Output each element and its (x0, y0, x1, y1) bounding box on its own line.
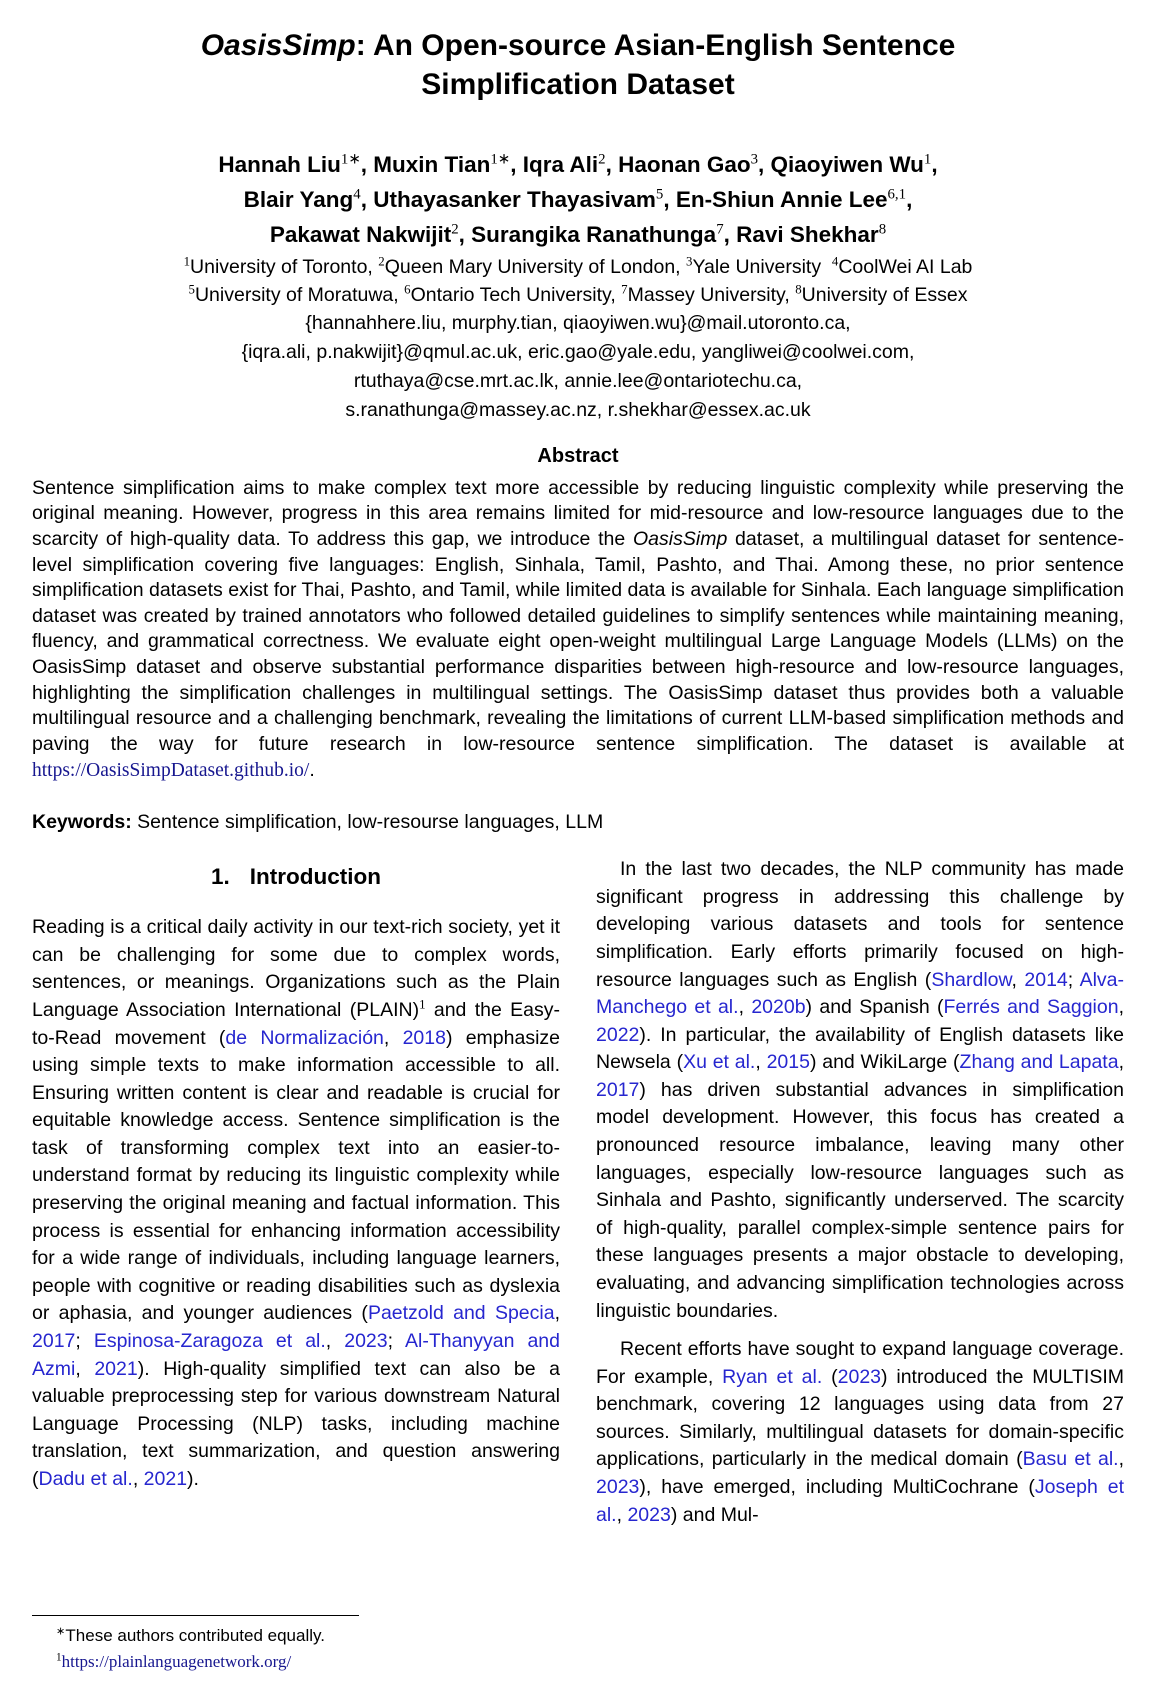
email-line: s.ranathunga@massey.ac.nz, r.shekhar@essex.ac.uk (345, 398, 811, 421)
citation-link[interactable]: 2015 (766, 1051, 810, 1074)
section-heading-introduction (32, 864, 560, 890)
footnote-plain-url: $^1$https://plainlanguagenetwork.org/ (56, 1650, 292, 1671)
citation-link[interactable]: Shardlow (931, 968, 1012, 991)
citation-link[interactable]: Paetzold and Specia (367, 1302, 555, 1325)
left-column (32, 856, 560, 1676)
email-line: {hannahhere.liu, murphy.tian, qiaoyiwen.wu}@mail.utoronto.ca, (305, 312, 851, 335)
citation-link[interactable]: Dadu et al. (38, 1467, 133, 1490)
right-paragraph-2: Recent efforts have sought to expand language coverage. For example, Ryan et al. (2023) introduced the MULTISIM benchmark, covering 12 languages using data from 27 sources. Similarly, multilingual datasets for domain-specific applications, particularly in the medical domain (Basu et al., 2023), have emerged, including MultiCochrane (Joseph et al., 2023) and Mul- (596, 1338, 1125, 1526)
intro-paragraph: Reading is a critical daily activity in our text-rich society, yet it can be challenging for some due to complex words, sentences, or meanings. Organizations such as the Plain Language Association International (PLAIN)$^1$ and the Easy-to-Read movement (de Normalización, 2018) emphasize using simple texts to make information accessible to all. Ensuring written content is clear and readable is crucial for equitable knowledge access. Sentence simplification is the task of transforming complex text into an easier-to-understand format by reducing its linguistic complexity while preserving the original meaning and factual information. This process is essential for enhancing information accessibility for a wide range of individuals, including language learners, people with cognitive or reading disabilities such as dyslexia or aphasia, and younger audiences (Paetzold and Specia, 2017; Espinosa-Zaragoza et al., 2023; Al-Thanyyan and Azmi, 2021). High-quality simplified text can also be a valuable preprocessing step for various downstream Natural Language Processing (NLP) tasks, including machine translation, text summarization, and question answering (Dadu et al., 2021). (32, 916, 560, 1490)
citation-link[interactable]: 2023 (596, 1476, 640, 1498)
citation-link[interactable]: 2022 (596, 1023, 640, 1046)
citation-link[interactable]: Ferrés and Saggion (943, 996, 1119, 1019)
right-column (596, 856, 1124, 1676)
citation-link[interactable]: Xu et al. (683, 1051, 756, 1074)
url-link[interactable]: https://OasisSimpDataset.github.io/ (32, 759, 310, 781)
keywords-label: Keywords: (32, 811, 132, 834)
footnote-divider (32, 1615, 359, 1616)
citation-link[interactable]: Alva-Manchego et al. (596, 968, 1125, 1019)
abstract-heading: Abstract (537, 444, 619, 467)
citation-link[interactable]: 2017 (32, 1329, 76, 1352)
email-line: {iqra.ali, p.nakwijit}@qmul.ac.uk, eric.gao@yale.edu, yangliwei@coolwei.com, (241, 341, 915, 364)
citation-link[interactable]: 2018 (402, 1026, 446, 1049)
citation-link[interactable]: Ryan et al. (722, 1365, 823, 1388)
url-link[interactable]: https://plainlanguagenetwork.org/ (61, 1651, 292, 1671)
citation-link[interactable]: 2023 (837, 1365, 882, 1388)
citation-link[interactable]: 2021 (143, 1467, 188, 1490)
citation-link[interactable]: de Normalización (225, 1026, 384, 1049)
citation-link[interactable]: 2017 (596, 1078, 640, 1101)
keywords-line (32, 811, 1124, 834)
section-title: Introduction (249, 864, 381, 890)
two-column-body (32, 856, 1124, 1676)
citation-link[interactable]: Zhang and Lapata (959, 1051, 1119, 1074)
author-block (32, 148, 1124, 425)
citation-link[interactable]: Basu et al. (1022, 1448, 1119, 1471)
footnote-equal-contribution: ∗These authors contributed equally. (56, 1625, 325, 1645)
citation-link[interactable]: 2023 (344, 1329, 388, 1352)
citation-link[interactable]: 2014 (1024, 968, 1068, 991)
citation-link[interactable]: 2023 (627, 1503, 671, 1526)
author-line: Pakawat Nakwijit$^2$, Surangika Ranathunga$^7$, Ravi Shekhar$^8$ (269, 221, 887, 247)
paper-title: OasisSimp: An Open-source Asian-English Sentence Simplification Dataset (200, 29, 956, 101)
abstract-text: Sentence simplification aims to make complex text more accessible by reducing linguistic complexity while preserving the original meaning. However, progress in this area remains limited for mid-resource and low-resource languages due to the scarcity of high-quality data. To address this gap, we introduce the OasisSimp dataset, a multilingual dataset for sentence-level simplification covering five languages: English, Sinhala, Tamil, Pashto, and Thai. Among these, no prior sentence simplification datasets exist for Thai, Pashto, and Tamil, while limited data is available for Sinhala. Each language simplification dataset was created by trained annotators who followed detailed guidelines to simplify sentences while maintaining meaning, fluency, and grammatical correctness. We evaluate eight open-weight multilingual Large Language Models (LLMs) on the OasisSimp dataset and observe substantial performance disparities between high-resource and low-resource languages, highlighting the simplification challenges in multilingual settings. The OasisSimp dataset thus provides both a valuable multilingual resource and a challenging benchmark, revealing the limitations of current LLM-based simplification methods and paving the way for future research in low-resource sentence simplification. The dataset is available at https://OasisSimpDataset.github.io/. (32, 476, 1125, 781)
author-line: Hannah Liu$^{1∗}$, Muxin Tian$^{1∗}$, Iqra Ali$^2$, Haonan Gao$^3$, Qiaoyiwen Wu$^1$, (218, 151, 938, 177)
author-line: Blair Yang$^4$, Uthayasanker Thayasivam$^5$, En-Shiun Annie Lee$^{6,1}$, (243, 186, 913, 212)
citation-link[interactable]: 2021 (94, 1357, 138, 1380)
citation-link[interactable]: Al-Thanyyan and Azmi (32, 1329, 560, 1380)
citation-link[interactable]: Joseph et al. (596, 1476, 1124, 1526)
right-paragraph-1: In the last two decades, the NLP community has made significant progress in addressing this challenge by developing various datasets and tools for sentence simplification. Early efforts primarily focused on high-resource languages such as English (Shardlow, 2014; Alva-Manchego et al., 2020b) and Spanish (Ferrés and Saggion, 2022). In particular, the availability of English datasets like Newsela (Xu et al., 2015) and WikiLarge (Zhang and Lapata, 2017) has driven substantial advances in simplification model development. However, this focus has created a pronounced resource imbalance, leaving many other languages, especially low-resource languages such as Sinhala and Pashto, significantly underserved. The scarcity of high-quality, parallel complex-simple sentence pairs for these languages presents a major obstacle to developing, evaluating, and advancing simplification technologies across linguistic boundaries. (596, 858, 1125, 1322)
affiliation-line: $^5$University of Moratuwa, $^6$Ontario Tech University, $^7$Massey University, $^8$University of Essex (188, 282, 968, 306)
keywords-text: Sentence simplification, low-resourse languages, LLM (131, 811, 604, 834)
section-number: 1. (211, 864, 230, 890)
citation-link[interactable]: Espinosa-Zaragoza et al. (93, 1329, 326, 1352)
footnote-block (32, 1615, 560, 1676)
email-line: rtuthaya@cse.mrt.ac.lk, annie.lee@ontariotechu.ca, (353, 369, 803, 392)
affiliation-line: $^1$University of Toronto, $^2$Queen Mary University of London, $^3$Yale University $^4$CoolWei AI Lab (183, 254, 973, 278)
citation-link[interactable]: 2020b (751, 996, 806, 1019)
